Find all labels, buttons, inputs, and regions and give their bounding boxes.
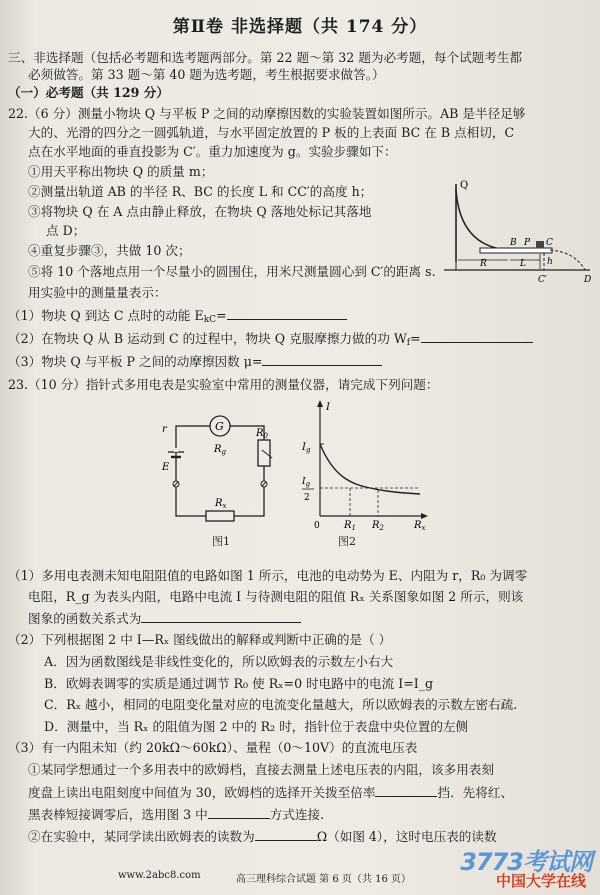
q23-line-1: 23.（10 分）指针式多用电表是实验室中常用的测量仪器，请完成下列问题：	[8, 377, 439, 392]
q22-step-3: ③将物块 Q 在 A 点由静止释放，在物块 Q 落地处标记其落地	[28, 204, 372, 219]
q22-step-1: ①用天平称出物块 Q 的质量 m；	[28, 164, 214, 179]
fig2-label-r1: $R_1$	[344, 520, 356, 530]
q23-p2: （2）下列根据图 2 中 I—Rₓ 图线做出的解释或判断中正确的是（ ）	[8, 632, 392, 647]
q22-step-3-cont: 点 D；	[46, 223, 86, 238]
q23-p3-2-text-a: ②在实验中，某同学读出欧姆表的读数为	[28, 829, 255, 844]
q23-p3-1-text-c: 黑表棒短接调零后，选用图 3 中	[28, 807, 208, 822]
q22-line-3: 点在水平地面的垂直投影为 C′。重力加速度为 g。实验步骤如下：	[28, 144, 397, 159]
q22-ask-1-text: （1）物块 Q 到达 C 点时的动能 E	[8, 308, 204, 323]
q23-p3-1-text-a: 度盘上读出电阻刻度中间值为 30，欧姆档的选择开关拨至倍率	[28, 785, 376, 800]
q23-p3-1-line-3	[28, 806, 324, 823]
q22-ask-2-text: （2）在物块 Q 从 B 运动到 C 的过程中，物块 Q 克服摩擦力做的功 W	[8, 331, 407, 346]
watermark-brand: 3773考试网	[460, 848, 592, 876]
q23-circuit-figure	[160, 410, 280, 528]
fig2-axis-i: I	[326, 402, 330, 413]
q22-line-2: 大的、光滑的四分之一圆弧轨道，与水平固定放置的 P 板的上表面 BC 在 B 点相切，C	[28, 125, 515, 140]
intro-line-2: 必须做答。第 33 题～第 40 题为选考题，考生根据要求做答。）	[28, 67, 385, 82]
q23-p3-1-line-2	[28, 784, 513, 801]
fig1-label-g: G	[215, 420, 224, 433]
answer-blank-23-1[interactable]	[141, 610, 301, 623]
fig1-label-r0: $R_0$	[256, 428, 268, 440]
footer-site: www.2abc8.com	[118, 870, 201, 881]
q23-p3-1-text-b: 挡．先将红、	[437, 785, 514, 800]
fig2-origin: 0	[314, 521, 320, 530]
fig-label-r: R	[480, 259, 487, 269]
watermark-slogan: 中国大学在线	[495, 872, 586, 890]
fig-label-l: L	[520, 259, 526, 269]
q22-line-1: 22.（6 分）测量小物块 Q 与平板 P 之间的动摩擦因数的实验装置如图所示。AB 是半径足够	[8, 106, 526, 121]
q22-ask-3-text: （3）物块 Q 与平板 P 之间的动摩擦因数 μ=	[8, 354, 263, 369]
q22-ask-2-eq: =	[410, 331, 421, 346]
q23-option-c: C．Rₓ 越小，相同的电阻变化量对应的电流变化量越大，所以欧姆表的示数左密右疏.	[44, 697, 518, 712]
fig-label-q: Q	[460, 180, 469, 191]
fig1-label-r: r	[162, 424, 167, 435]
q22-ask-1	[8, 307, 347, 328]
q23-p1-line-2: 电阻，R_g 为表头内阻，电路中电流 I 与待测电阻的阻值 Rₓ 关系图象如图 2 所示，则该	[28, 589, 524, 604]
q23-p3-1-text-d: 方式连接.	[269, 807, 325, 822]
fig1-caption: 图1	[212, 535, 230, 548]
answer-blank-23-3a[interactable]	[375, 784, 437, 797]
q23-option-a: A．因为函数图线是非线性变化的，所以欧姆表的示数左小右大	[44, 654, 394, 669]
q23-p3-2-text-b: Ω（如图 4），这时电压表的读数	[316, 829, 497, 844]
q23-p1-line-3	[28, 610, 301, 627]
fig2-label-r2: $R_2$	[372, 520, 384, 530]
fig-label-c: C	[546, 238, 553, 248]
answer-blank-22-2[interactable]	[421, 330, 533, 343]
q22-ask-1-eq: =	[216, 308, 227, 323]
fig1-label-rx: $R_x$	[215, 498, 227, 510]
q22-ask-1-sub: kC	[203, 315, 217, 325]
fig-label-p: P	[524, 238, 531, 248]
fig2-label-half-bot: 2	[304, 493, 310, 503]
fig1-label-e: E	[162, 462, 170, 473]
fig-label-b: B	[510, 238, 517, 248]
fig2-caption: 图2	[338, 535, 356, 548]
q22-apparatus-figure	[440, 178, 595, 293]
q22-ask-2	[8, 330, 533, 351]
fig2-label-ig: $I_g$	[302, 442, 311, 454]
q22-step-5: ⑤将 10 个落地点用一个尽量小的圆围住，用米尺测量圆心到 C′的距离 s.	[28, 264, 436, 279]
fig-label-d: D	[584, 275, 592, 285]
answer-blank-23-3c[interactable]	[255, 828, 317, 841]
q22-express: 用实验中的测量量表示：	[28, 285, 167, 300]
answer-blank-23-3b[interactable]	[208, 806, 270, 819]
q23-option-b: B．欧姆表调零的实质是通过调节 R₀ 使 Rₓ=0 时电路中的电流 I=I_g	[44, 676, 434, 691]
q22-step-2: ②测量出轨道 AB 的半径 R、BC 的长度 L 和 CC′的高度 h；	[28, 184, 373, 199]
fig2-axis-rx: $R_x$	[414, 520, 426, 530]
q23-p3-1-line-1: ①某同学想通过一个多用表中的欧姆档，直接去测量上述电压表的内阻，该多用表刻	[28, 762, 494, 777]
q22-ask-3	[8, 353, 382, 370]
q23-p3: （3）有一内阻未知（约 20kΩ～60kΩ）、量程（0～10V）的直流电压表	[8, 740, 418, 755]
q23-p1-line-1: （1）多用电表测未知电阻阻值的电路如图 1 所示，电池的电动势为 E、内阻为 r，R₀ 为调零	[8, 568, 528, 583]
q22-step-4: ④重复步骤③，共做 10 次；	[28, 243, 191, 258]
q22-ask-2-sub: f	[406, 338, 411, 348]
page-title: 第Ⅱ卷 非选择题（共 174 分）	[172, 17, 428, 37]
q23-graph-figure	[294, 398, 432, 530]
fig2-label-half-top: $I_g$	[302, 477, 311, 488]
fig-label-h: h	[547, 257, 553, 267]
q23-p3-2-line	[28, 828, 497, 845]
fig1-label-rg: $R_g$	[214, 444, 227, 456]
section-heading: （一）必考题（共 129 分）	[8, 85, 169, 100]
answer-blank-22-1[interactable]	[227, 307, 347, 320]
q23-p1-text: 图象的函数关系式为	[28, 611, 142, 626]
answer-blank-22-3[interactable]	[262, 353, 382, 366]
footer-page: 高三理科综合试题 第 6 页（共 16 页）	[236, 874, 411, 885]
q23-option-d: D．测量中，当 Rₓ 的阻值为图 2 中的 R₂ 时，指针位于表盘中央位置的左侧	[44, 719, 469, 734]
intro-line-1: 三、非选择题（包括必考题和选考题两部分。第 22 题～第 32 题为必考题，每个试题考生都	[8, 50, 523, 65]
fig-label-c-prime: C′	[538, 275, 547, 285]
